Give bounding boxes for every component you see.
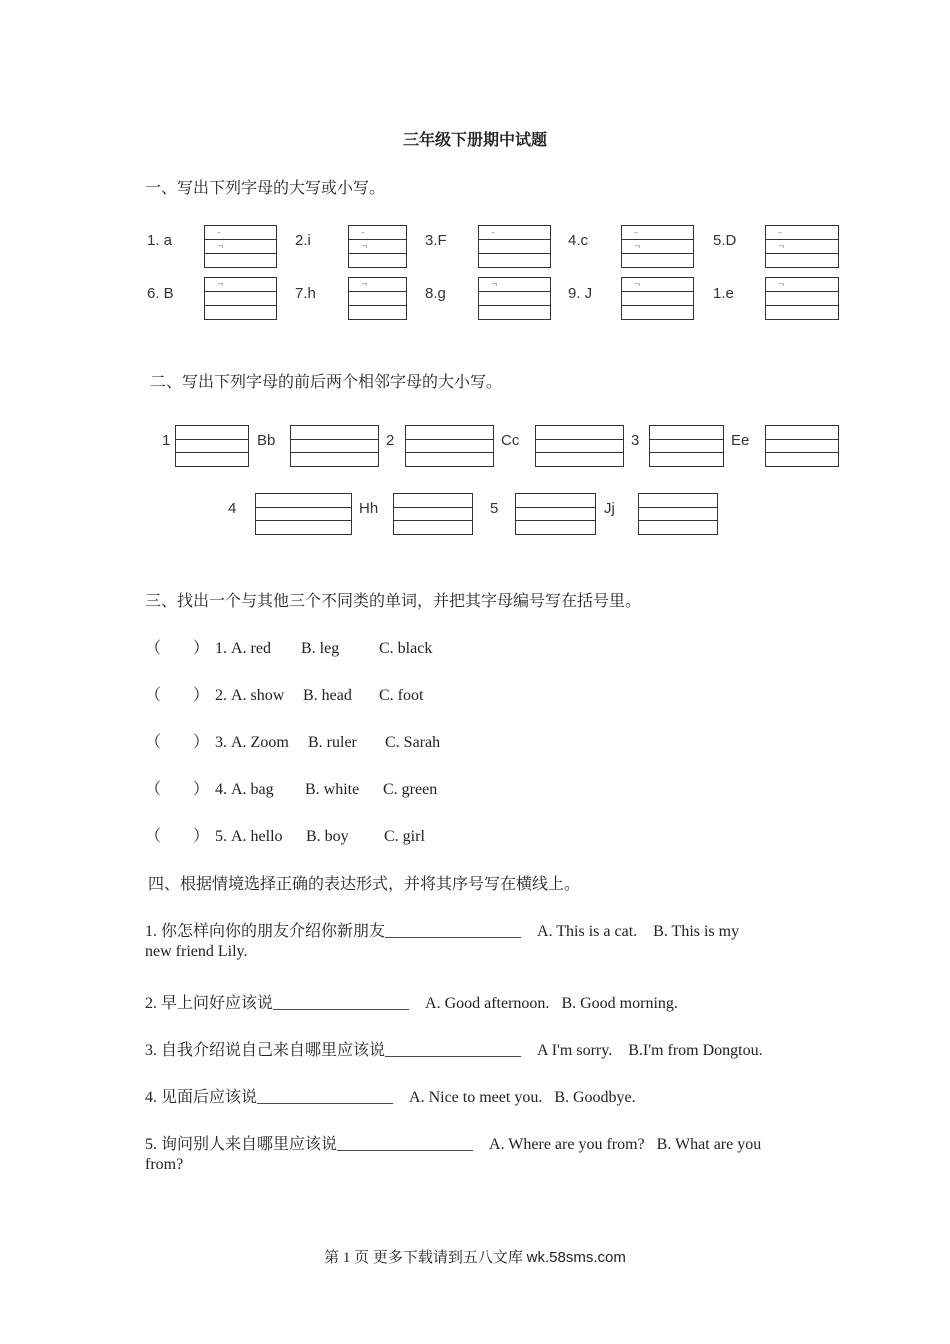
letter-label: 2.i [295, 232, 311, 249]
option-b: B. Goodbye. [554, 1089, 636, 1106]
page-title: 三年级下册期中试题 [402, 132, 547, 149]
question-row [145, 823, 425, 846]
question-row [145, 1037, 763, 1060]
option-b: B. What are you [656, 1136, 762, 1153]
question-row [145, 776, 437, 799]
option-b: B. This is my [653, 923, 740, 940]
question-text: 4. 见面后应该说 [145, 1089, 258, 1106]
writing-box[interactable]: ¬ [348, 277, 407, 320]
answer-blank[interactable]: _________________ [337, 1136, 474, 1153]
writing-box[interactable] [535, 425, 624, 467]
answer-blank[interactable]: _________________ [385, 1042, 522, 1059]
letter-label: Cc [501, 432, 520, 449]
option-a: A. bag [231, 781, 274, 798]
writing-box[interactable]: – ¬ [621, 225, 694, 268]
answer-parentheses[interactable]: （ ） [145, 734, 210, 751]
item-number: 4 [228, 500, 237, 517]
option-b: B. boy [306, 828, 349, 845]
answer-parentheses[interactable]: （ ） [145, 640, 210, 657]
option-b: B. head [303, 687, 352, 704]
question-text: 2. 早上问好应该说 [145, 995, 274, 1012]
letter-label: Hh [359, 500, 379, 517]
section3-heading: 三、找出一个与其他三个不同类的单词，并把其字母编号写在括号里。 [145, 593, 642, 610]
writing-box[interactable] [393, 493, 473, 535]
question-text: 1. 你怎样向你的朋友介绍你新朋友 [145, 923, 386, 940]
answer-parentheses[interactable]: （ ） [145, 687, 210, 704]
writing-box[interactable] [765, 425, 839, 467]
answer-blank[interactable]: _________________ [385, 923, 522, 940]
writing-box[interactable] [290, 425, 379, 467]
writing-box[interactable] [255, 493, 352, 535]
letter-label: 5.D [713, 232, 737, 249]
writing-box[interactable] [175, 425, 249, 467]
writing-box[interactable] [405, 425, 494, 467]
letter-label: 7.h [295, 285, 316, 302]
item-number: 4. [215, 781, 227, 798]
section1-heading: 一、写出下列字母的大写或小写。 [145, 180, 386, 197]
question-row [145, 990, 678, 1013]
option-b: B. leg [301, 640, 340, 657]
option-c: C. black [379, 640, 433, 657]
section2-heading: 二、写出下列字母的前后两个相邻字母的大小写。 [150, 374, 503, 391]
letter-label: 3.F [425, 232, 447, 249]
writing-box[interactable] [638, 493, 718, 535]
writing-box[interactable]: ¬ [478, 277, 551, 320]
question-row [145, 729, 440, 752]
option-a: A. Where are you from? [489, 1136, 645, 1153]
letter-label: 1. a [147, 232, 173, 249]
option-a: A. Good afternoon. [425, 995, 550, 1012]
footer-link[interactable]: wk.58sms.com [526, 1249, 626, 1266]
question-text: 3. 自我介绍说自己来自哪里应该说 [145, 1042, 386, 1059]
answer-parentheses[interactable]: （ ） [145, 781, 210, 798]
page-footer [0, 1246, 950, 1267]
option-b: B. ruler [308, 734, 357, 751]
writing-box[interactable]: – ¬ [765, 225, 839, 268]
option-a: A. This is a cat. [537, 923, 638, 940]
section4-heading: 四、根据情境选择正确的表达形式，并将其序号写在横线上。 [148, 876, 581, 893]
question-row [145, 1131, 761, 1154]
writing-box[interactable]: ¬ [765, 277, 839, 320]
letter-label: Ee [731, 432, 750, 449]
item-number: 1 [162, 432, 171, 449]
letter-label: 9. J [568, 285, 593, 302]
item-number: 5 [490, 500, 499, 517]
question-row [145, 682, 423, 705]
writing-box[interactable]: – ¬ [204, 225, 277, 268]
item-number: 1. [215, 640, 227, 657]
letter-label: Jj [604, 500, 615, 517]
question-row [145, 918, 739, 941]
option-b: B. Good morning. [561, 995, 678, 1012]
option-a: A. Nice to meet you. [409, 1089, 543, 1106]
option-c: C. girl [384, 828, 425, 845]
option-b: B.I'm from Dongtou. [628, 1042, 763, 1059]
writing-box[interactable] [649, 425, 724, 467]
option-c: C. foot [379, 687, 424, 704]
letter-label: 8.g [425, 285, 446, 302]
item-number: 3 [631, 432, 640, 449]
writing-box[interactable] [515, 493, 596, 535]
question-row [145, 1084, 636, 1107]
letter-label: Bb [257, 432, 276, 449]
option-c: C. green [383, 781, 438, 798]
option-b: B. white [305, 781, 360, 798]
option-c: C. Sarah [385, 734, 441, 751]
writing-box[interactable]: – [478, 225, 551, 268]
footer-text: 第 1 页 更多下载请到五八文库 [324, 1250, 523, 1266]
option-a: A I'm sorry. [537, 1042, 613, 1059]
answer-blank[interactable]: _________________ [273, 995, 410, 1012]
question-text: 5. 询问别人来自哪里应该说 [145, 1136, 338, 1153]
item-number: 2. [215, 687, 227, 704]
writing-box[interactable]: ¬ [204, 277, 277, 320]
answer-blank[interactable]: _________________ [257, 1089, 394, 1106]
item-number: 5. [215, 828, 227, 845]
question-continuation: from? [145, 1156, 184, 1173]
option-a: A. red [231, 640, 271, 657]
letter-label: 1.e [713, 285, 734, 302]
item-number: 3. [215, 734, 227, 751]
writing-box[interactable]: – ¬ [348, 225, 407, 268]
question-row [145, 635, 432, 658]
option-a: A. show [231, 687, 285, 704]
option-a: A. hello [231, 828, 283, 845]
question-continuation: new friend Lily. [145, 943, 248, 960]
writing-box[interactable]: ¬ [621, 277, 694, 320]
letter-label: 4.c [568, 232, 589, 249]
item-number: 2 [386, 432, 395, 449]
answer-parentheses[interactable]: （ ） [145, 828, 210, 845]
letter-label: 6. B [147, 285, 174, 302]
option-a: A. Zoom [231, 734, 289, 751]
